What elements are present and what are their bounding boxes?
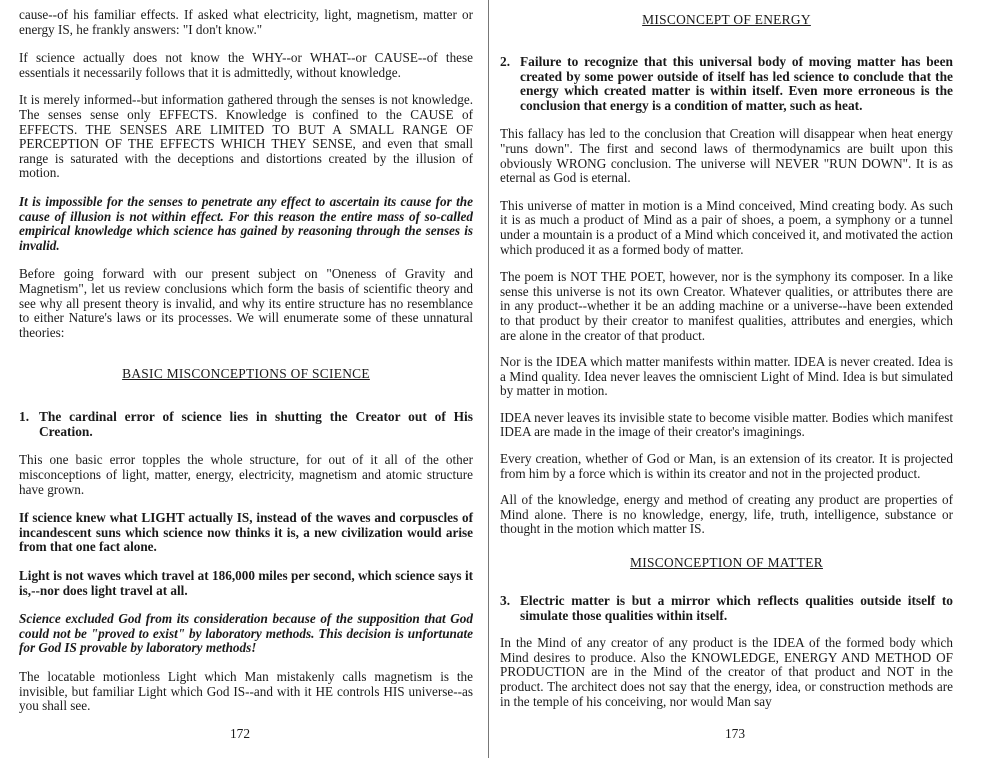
right-paragraph-1: This fallacy has led to the conclusion that Creation will disappear when heat energy "runs down". The first and second laws of thermodynamics are built upon this obviously WRONG conclusion. The universe will NEVER "RUN DOWN". It is as eternal as God is eternal. [500,126,953,186]
left-paragraph-9: Science excluded God from its consideration because of the supposition that God could not be "proved to exist" by laboratory methods. This decision is unfortunate for God IS provable by laboratory methods! [19,611,473,656]
left-paragraph-8: Light is not waves which travel at 186,000 miles per second, which science says it is,--nor does light travel at all. [19,568,473,598]
left-paragraph-6: This one basic error topples the whole structure, for out of it all of the other misconceptions of light, matter, energy, electricity, magnetism and atomic structure have grown. [19,452,473,497]
right-page [492,0,983,758]
right-paragraph-3: The poem is NOT THE POET, however, nor is the symphony its composer. In a like sense this universe is not its own Creator. Whatever qualities, or attributes there are in any product--whether it be an adding machine or a universe--have been extended to that product by their creator to manifest qualities, attributes and energies, which are alone in the creator of that product. [500,269,953,343]
right-paragraph-8: In the Mind of any creator of any product is the IDEA of the formed body which Mind desires to produce. Also the KNOWLEDGE, ENERGY AND METHOD OF PRODUCTION are in the Mind of the creator of that product and NOT in the product. The architect does not say that the energy, idea, or construction methods are in the temple of his conceiving, nor would Man say [500,635,953,709]
numbered-item-3 [500,594,953,623]
item-number: 1. [19,409,30,425]
right-paragraph-2: This universe of matter in motion is a Mind conceived, Mind creating body. As such it is as much a product of Mind as a pair of shoes, a poem, a symphony or a tunnel under a mountain is a product of a Mind which conceived it, and motivated the action which produced it as a formed body of matter. [500,197,953,257]
page-gutter [488,0,489,758]
left-paragraph-1: cause--of his familiar effects. If asked what electricity, light, magnetism, matter or energy IS, he frankly answers: "I don't know." [19,7,473,37]
left-page [0,0,488,758]
item-number: 3. [500,593,511,609]
item-text: Electric matter is but a mirror which reflects qualities outside itself to simulate those qualities within itself. [520,593,953,623]
item-text: The cardinal error of science lies in shutting the Creator out of His Creation. [39,409,473,439]
item-number: 2. [500,54,511,69]
item-text: Failure to recognize that this universal body of moving matter has been created by some power outside of itself has led science to conclude that the energy which created matter is within itself. Even more erroneous is the conclusion that energy is a condition of matter, such as heat. [520,54,953,113]
numbered-item-1 [19,410,473,439]
section-heading-misconception-matter: MISCONCEPTION OF MATTER [630,555,823,571]
numbered-item-2 [500,55,953,113]
left-paragraph-7: If science knew what LIGHT actually IS, instead of the waves and corpuscles of incandescent suns which science now thinks it is, a new civilization would arise from that one fact alone. [19,510,473,555]
page-number-left: 172 [229,726,251,741]
left-paragraph-10: The locatable motionless Light which Man mistakenly calls magnetism is the invisible, but familiar Light which God IS--and with it HE controls HIS universe--as you shall see. [19,669,473,714]
left-paragraph-5: Before going forward with our present subject on "Oneness of Gravity and Magnetism", let us review conclusions which form the basis of scientific theory and see why all present theory is invalid, and why its entire structure has no resemblance to either Nature's laws or its processes. We will enumerate some of these unnatural theories: [19,266,473,340]
right-paragraph-7: All of the knowledge, energy and method of creating any product are properties of Mind alone. There is no knowledge, energy, life, truth, intelligence, substance or thought in the motion which matter IS. [500,492,953,537]
right-paragraph-4: Nor is the IDEA which matter manifests within matter. IDEA is never created. Idea is a Mind quality. Idea never leaves the omniscient Light of Mind. Idea is but simulated by matter in motion. [500,354,953,399]
left-paragraph-4: It is impossible for the senses to penetrate any effect to ascertain its cause for the cause of illusion is not within effect. For this reason the entire mass of so-called empirical knowledge which science has gained by reasoning through the senses is invalid. [19,193,473,253]
section-heading-basic-misconceptions: BASIC MISCONCEPTIONS OF SCIENCE [122,366,370,382]
left-paragraph-3: It is merely informed--but information gathered through the senses is not knowledge. The senses sense only EFFECTS. Knowledge is confined to the CAUSE of EFFECTS. THE SENSES ARE LIMITED TO BUT A SMALL RANGE OF PERCEPTION OF THE EFFECTS WHICH THEY SENSE, and even that small range is saturated with the deceptions and distortions created by the illusion of motion. [19,92,473,181]
section-heading-misconcept-energy: MISCONCEPT OF ENERGY [642,12,811,27]
left-paragraph-2: If science actually does not know the WHY--or WHAT--or CAUSE--of these essentials it necessarily follows that it is admittedly, without knowledge. [19,50,473,80]
right-paragraph-5: IDEA never leaves its invisible state to become visible matter. Bodies which manifest IDEA are made in the image of their creator's imaginings. [500,409,953,440]
page-number-right: 173 [724,726,746,741]
right-paragraph-6: Every creation, whether of God or Man, is an extension of its creator. It is projected from him by a force which is within its creator and not in the projected product. [500,451,953,481]
